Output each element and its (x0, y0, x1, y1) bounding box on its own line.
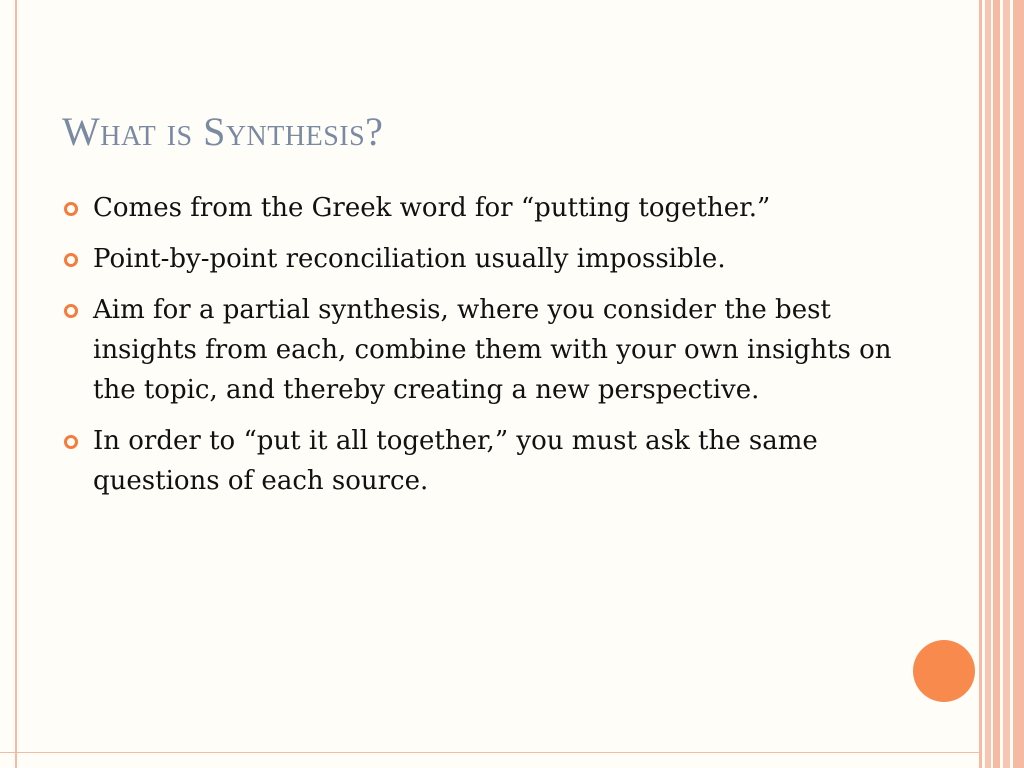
bullet-circle-icon (64, 435, 78, 449)
right-stripe (1013, 0, 1024, 768)
right-stripe (993, 0, 1000, 768)
bullet-circle-icon (64, 304, 78, 318)
bullet-text: Aim for a partial synthesis, where you consider the best insights from each, combine them with your own insights on the topic, and thereby creating a new perspective. (93, 295, 892, 405)
bullet-text: Comes from the Greek word for “putting together.” (93, 193, 771, 223)
right-stripe (1003, 0, 1010, 768)
bullet-item (62, 290, 912, 410)
bottom-frame-line (0, 752, 980, 753)
bullet-item (62, 421, 912, 501)
bullet-text: In order to “put it all together,” you must ask the same questions of each source. (93, 426, 818, 496)
bullet-circle-icon (64, 253, 78, 267)
slide-title: What is Synthesis? (62, 109, 384, 154)
bullet-item (62, 239, 912, 279)
right-stripe (979, 0, 982, 768)
bullet-text: Point-by-point reconciliation usually impossible. (93, 244, 726, 274)
right-stripe (985, 0, 991, 768)
bullet-item (62, 188, 912, 228)
bullet-circle-icon (64, 202, 78, 216)
decorative-circle-icon (913, 640, 975, 702)
left-frame-line (15, 0, 17, 768)
bullet-list (62, 188, 912, 512)
